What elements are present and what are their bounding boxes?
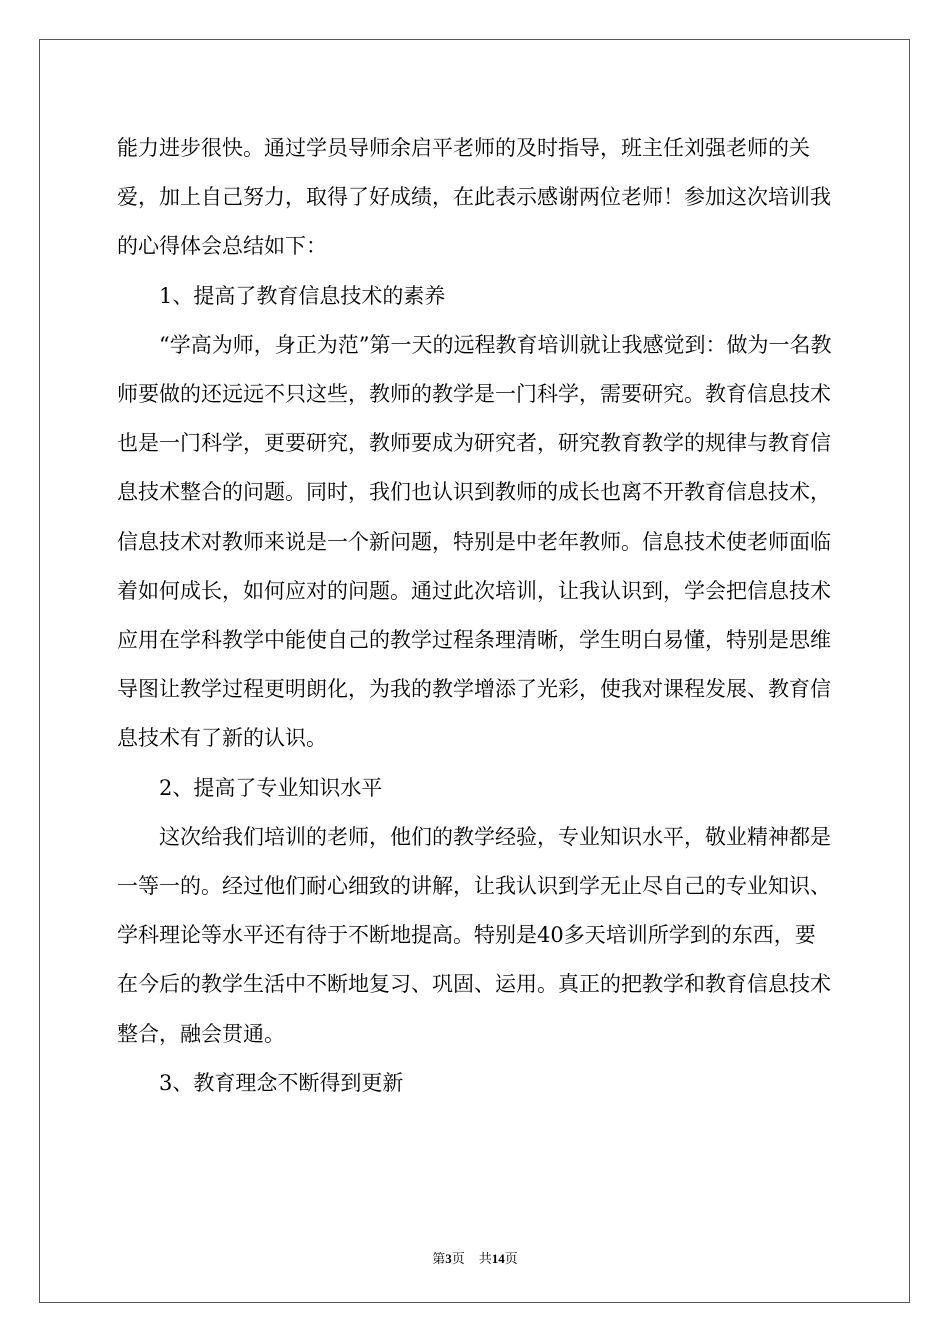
document-body — [117, 124, 833, 1108]
page-suffix: 页 — [451, 1252, 465, 1267]
heading-item-2: 2、提高了专业知识水平 — [159, 775, 383, 800]
total-pages: 14 — [491, 1251, 505, 1266]
total-prefix: 共 — [478, 1252, 492, 1267]
page-prefix: 第 — [432, 1252, 446, 1267]
paragraph-item-1: “学高为师，身正为范”第一天的远程教育培训就让我感觉到：做为一名教师要做的还远远不只这些，教师的教学是一门科学，需要研究。教育信息技术也是一门科学，更要研究，教师要成为研究者，研究教育教学的规律与教育信息技术整合的问题。同时，我们也认识到教师的成长也离不开教育信息技术，信息技术对教师来说是一个新问题，特别是中老年教师。信息技术使老师面临着如何成长，如何应对的问题。通过此次培训，让我认识到，学会把信息技术应用在学科教学中能使自己的教学过程条理清晰，学生明白易懂，特别是思维导图让教学过程更明朗化，为我的教学增添了光彩，使我对课程发展、教育信息技术有了新的认识。 — [117, 332, 832, 751]
paragraph-intro-continuation: 能力进步很快。通过学员导师余启平老师的及时指导，班主任刘强老师的关爱，加上自己努力，取得了好成绩，在此表示感谢两位老师！参加这次培训我的心得体会总结如下： — [117, 136, 831, 259]
heading-item-1: 1、提高了教育信息技术的素养 — [159, 283, 446, 308]
paragraph-item-2: 这次给我们培训的老师，他们的教学经验，专业知识水平，敬业精神都是一等一的。经过他们耐心细致的讲解，让我认识到学无止尽自己的专业知识、学科理论等水平还有待于不断地提高。特别是40多天培训所学到的东西，要在今后的教学生活中不断地复习、巩固、运用。真正的把教学和教育信息技术整合，融会贯通。 — [117, 824, 831, 1046]
total-suffix: 页 — [504, 1252, 518, 1267]
page-footer — [0, 1248, 950, 1267]
heading-item-3: 3、教育理念不断得到更新 — [159, 1070, 404, 1095]
page-number: 3 — [445, 1251, 452, 1266]
